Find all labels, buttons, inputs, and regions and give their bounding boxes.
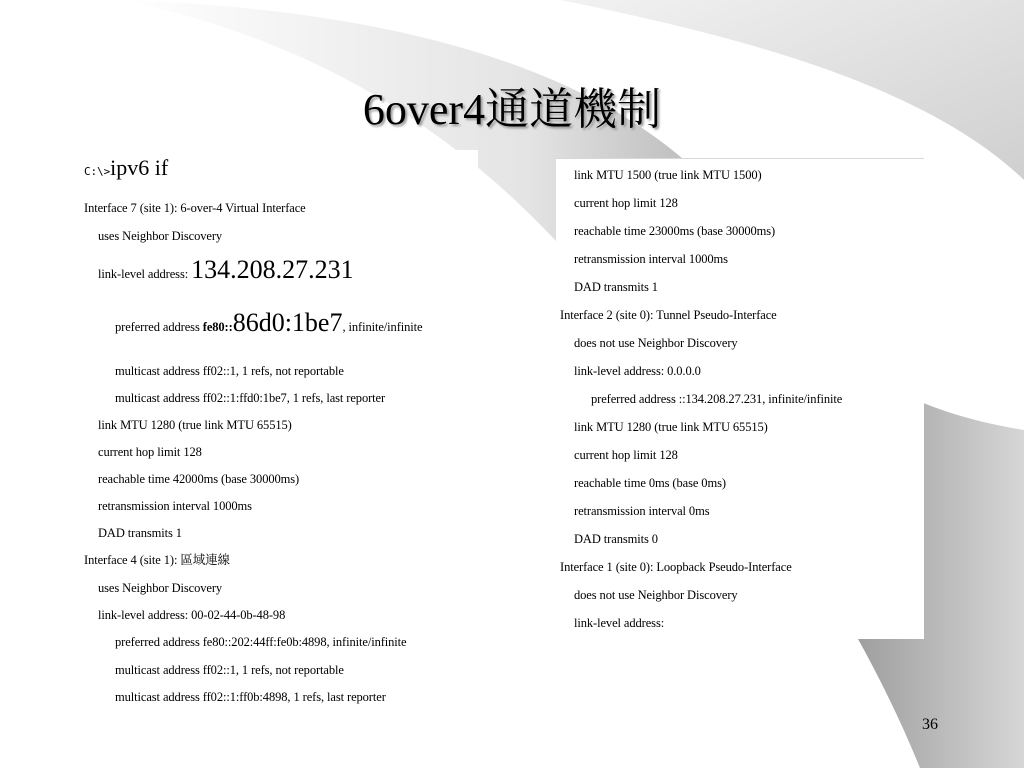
if7-retrans: retransmission interval 1000ms <box>98 499 252 513</box>
if7-link-level-label: link-level address: <box>98 267 189 281</box>
if7-link-level-value: 134.208.27.231 <box>191 255 354 284</box>
right-output-panel <box>556 158 924 639</box>
if7-preferred-address <box>115 308 423 337</box>
if7-link-level <box>98 255 354 284</box>
left-output-panel <box>78 150 478 710</box>
if4-uses-nd: uses Neighbor Discovery <box>98 581 223 595</box>
if1-no-nd: does not use Neighbor Discovery <box>574 588 738 602</box>
prev-if-mtu: link MTU 1500 (true link MTU 1500) <box>574 168 762 182</box>
if4-link-level: link-level address: 00-02-44-0b-48-98 <box>98 608 286 622</box>
if7-mtu: link MTU 1280 (true link MTU 65515) <box>98 418 292 432</box>
prev-if-reachable: reachable time 23000ms (base 30000ms) <box>574 224 776 238</box>
if7-hop-limit: current hop limit 128 <box>98 445 202 459</box>
if1-header: Interface 1 (site 0): Loopback Pseudo-Interface <box>560 560 792 574</box>
page-number: 36 <box>922 716 938 733</box>
if7-header: Interface 7 (site 1): 6-over-4 Virtual Interface <box>84 201 306 215</box>
if7-pref-tail: , infinite/infinite <box>342 320 423 334</box>
command-line <box>84 155 169 180</box>
if4-mcast-1: multicast address ff02::1, 1 refs, not reportable <box>115 663 344 677</box>
if7-mcast-1: multicast address ff02::1, 1 refs, not reportable <box>115 364 344 378</box>
if2-hop-limit: current hop limit 128 <box>574 448 678 462</box>
if2-mtu: link MTU 1280 (true link MTU 65515) <box>574 420 768 434</box>
prev-if-retrans: retransmission interval 1000ms <box>574 252 728 266</box>
command-text: ipv6 if <box>110 155 169 180</box>
prev-if-hop-limit: current hop limit 128 <box>574 196 678 210</box>
if7-dad: DAD transmits 1 <box>98 526 182 540</box>
if1-link-level: link-level address: <box>574 616 665 630</box>
if2-header: Interface 2 (site 0): Tunnel Pseudo-Interface <box>560 308 777 322</box>
prev-if-dad: DAD transmits 1 <box>574 280 658 294</box>
if7-pref-label: preferred address <box>115 320 200 334</box>
command-prompt: C:\> <box>84 165 111 178</box>
if4-header: Interface 4 (site 1): 區域連線 <box>84 553 230 567</box>
if2-link-level: link-level address: 0.0.0.0 <box>574 364 701 378</box>
if7-reachable: reachable time 42000ms (base 30000ms) <box>98 472 300 486</box>
if2-dad: DAD transmits 0 <box>574 532 658 546</box>
slide-title: 6over4通道機制 <box>362 85 662 134</box>
if4-preferred-address: preferred address fe80::202:44ff:fe0b:4898, infinite/infinite <box>115 635 407 649</box>
if4-mcast-2: multicast address ff02::1:ff0b:4898, 1 refs, last reporter <box>115 690 386 704</box>
if2-retrans: retransmission interval 0ms <box>574 504 710 518</box>
if7-pref-suffix: 86d0:1be7 <box>232 308 343 337</box>
if7-mcast-2: multicast address ff02::1:ffd0:1be7, 1 refs, last reporter <box>115 391 386 405</box>
if7-uses-nd: uses Neighbor Discovery <box>98 229 223 243</box>
if2-reachable: reachable time 0ms (base 0ms) <box>574 476 726 490</box>
if2-no-nd: does not use Neighbor Discovery <box>574 336 738 350</box>
if2-preferred-address: preferred address ::134.208.27.231, infinite/infinite <box>591 392 843 406</box>
if7-pref-prefix: fe80:: <box>202 320 233 334</box>
